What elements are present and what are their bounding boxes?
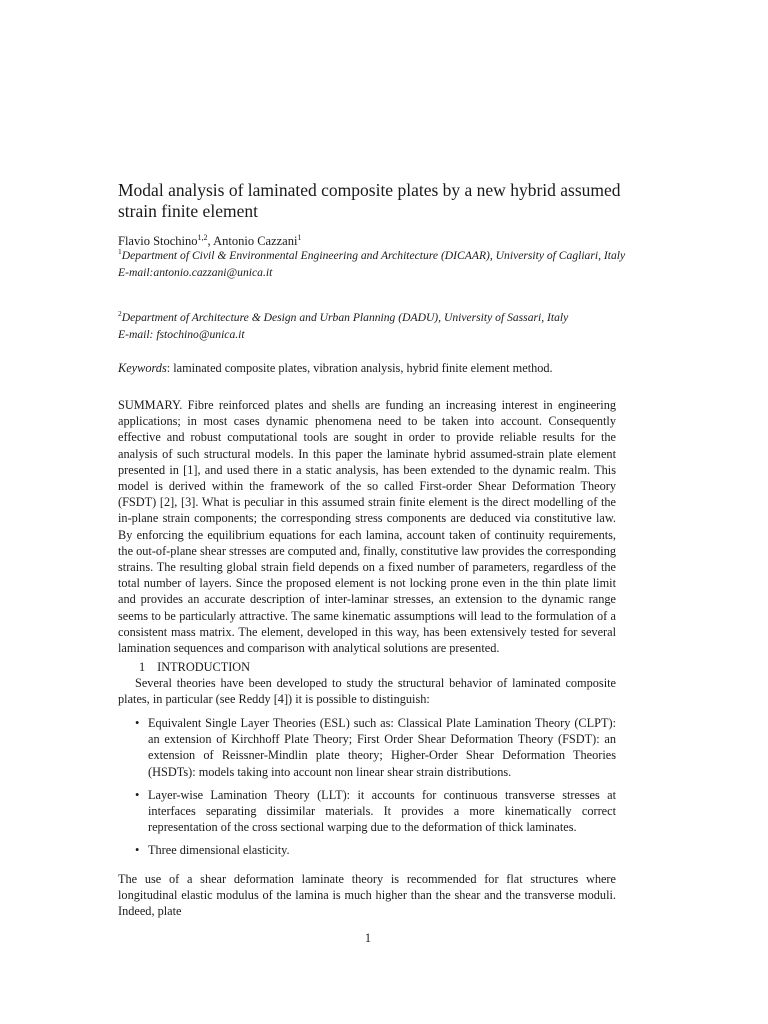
affiliation-marker: 1 [118, 247, 122, 256]
affiliation-marker: 2 [118, 309, 122, 318]
author-separator: , [207, 234, 214, 248]
affiliation-2 [118, 310, 648, 343]
list-item-text: Three dimensional elasticity. [148, 843, 290, 858]
list-item [118, 715, 616, 780]
closing-paragraph: The use of a shear deformation laminate theory is recommended for flat structures where longitudinal elastic modulus of the lamina is much higher than the shear and the transverse moduli. Indeed, plate [118, 872, 616, 919]
affiliation-email: E-mail:antonio.cazzani@unica.it [118, 265, 273, 279]
author-name: Antonio Cazzani [213, 234, 298, 248]
affiliation-text: Department of Architecture & Design and Urban Planning (DADU), University of Sassari, Italy [121, 311, 569, 324]
section-title: INTRODUCTION [157, 660, 251, 674]
section-number: 1 [139, 660, 146, 674]
author-line [118, 233, 301, 249]
list-item-text: Equivalent Single Layer Theories (ESL) such as: Classical Plate Lamination Theory (CLPT): an extension of Kirchhoff Plate Theory; First Order Shear Deformation Theory (FSDT): an extension of Reissner-Mindlin plate theory; Higher-Order Shear Deformation Theories (HSDTs): models taking into account non linear shear strain distributions. [148, 716, 616, 779]
bullet-icon: • [135, 787, 140, 802]
author-affiliation-marker: 1 [297, 233, 302, 242]
list-item-text: Layer-wise Lamination Theory (LLT): it accounts for continuous transverse stresses at interfaces separating dissimilar materials. It provides a more kinematically correct representation of the cross sectional warping due to the deformation of thick laminates. [148, 787, 616, 835]
keywords-line [118, 360, 553, 376]
affiliation-1 [118, 248, 648, 281]
paper-title: Modal analysis of laminated composite plates by a new hybrid assumed strain finite element [118, 180, 621, 221]
list-item [118, 787, 616, 836]
list-item [118, 842, 616, 858]
page-number: 1 [364, 931, 372, 945]
affiliation-text: Department of Civil & Environmental Engineering and Architecture (DICAAR), University of Cagliari, Italy [121, 249, 626, 262]
author-name: Flavio Stochino [118, 234, 198, 248]
affiliation-email: E-mail: fstochino@unica.it [118, 327, 245, 341]
intro-paragraph: Several theories have been developed to study the structural behavior of laminated composite plates, in particular (see Reddy [4]) it is possible to distinguish: [118, 676, 616, 707]
keywords-label: Keywords [118, 361, 167, 375]
theory-list [118, 715, 616, 866]
summary-paragraph: SUMMARY. Fibre reinforced plates and shells are funding an increasing interest in engineering applications; in most cases dynamic phenomena need to be taken into account. Consequently effective and robust computational tools are sought in order to provide reliable results for the analysis of such structural models. In this paper the laminate hybrid assumed-strain plate element presented in [1], and used there in a static analysis, has been extended to the dynamic realm. This model is derived within the framework of the so called First-order Shear Deformation Theory (FSDT) [2], [3]. What is peculiar in this assumed strain finite element is the direct modelling of the in-plane strain components; the corresponding stress components are deduced via constitutive law. By enforcing the equilibrium equations for each lamina, account taken of continuity requirements, the out-of-plane shear stresses are computed and, finally, constitutive law provides the corresponding strains. The resulting global strain field depends on a fixed number of parameters, regardless of the total number of layers. Since the proposed element is not locking prone even in the thin plate limit and provides an accurate description of inter-laminar stresses, an extension to the dynamic range seems to be particularly attractive. The same kinematic assumptions will lead to the formulation of a consistent mass matrix. The element, developed in this way, has been extensively tested for several lamination sequences and comparison with analytical solutions are presented. [118, 398, 616, 656]
bullet-icon: • [135, 716, 140, 730]
bullet-icon: • [135, 843, 140, 858]
author-affiliation-marker: 1,2 [197, 233, 208, 242]
keywords-text: : laminated composite plates, vibration analysis, hybrid finite element method. [166, 361, 553, 375]
section-heading [139, 659, 250, 675]
